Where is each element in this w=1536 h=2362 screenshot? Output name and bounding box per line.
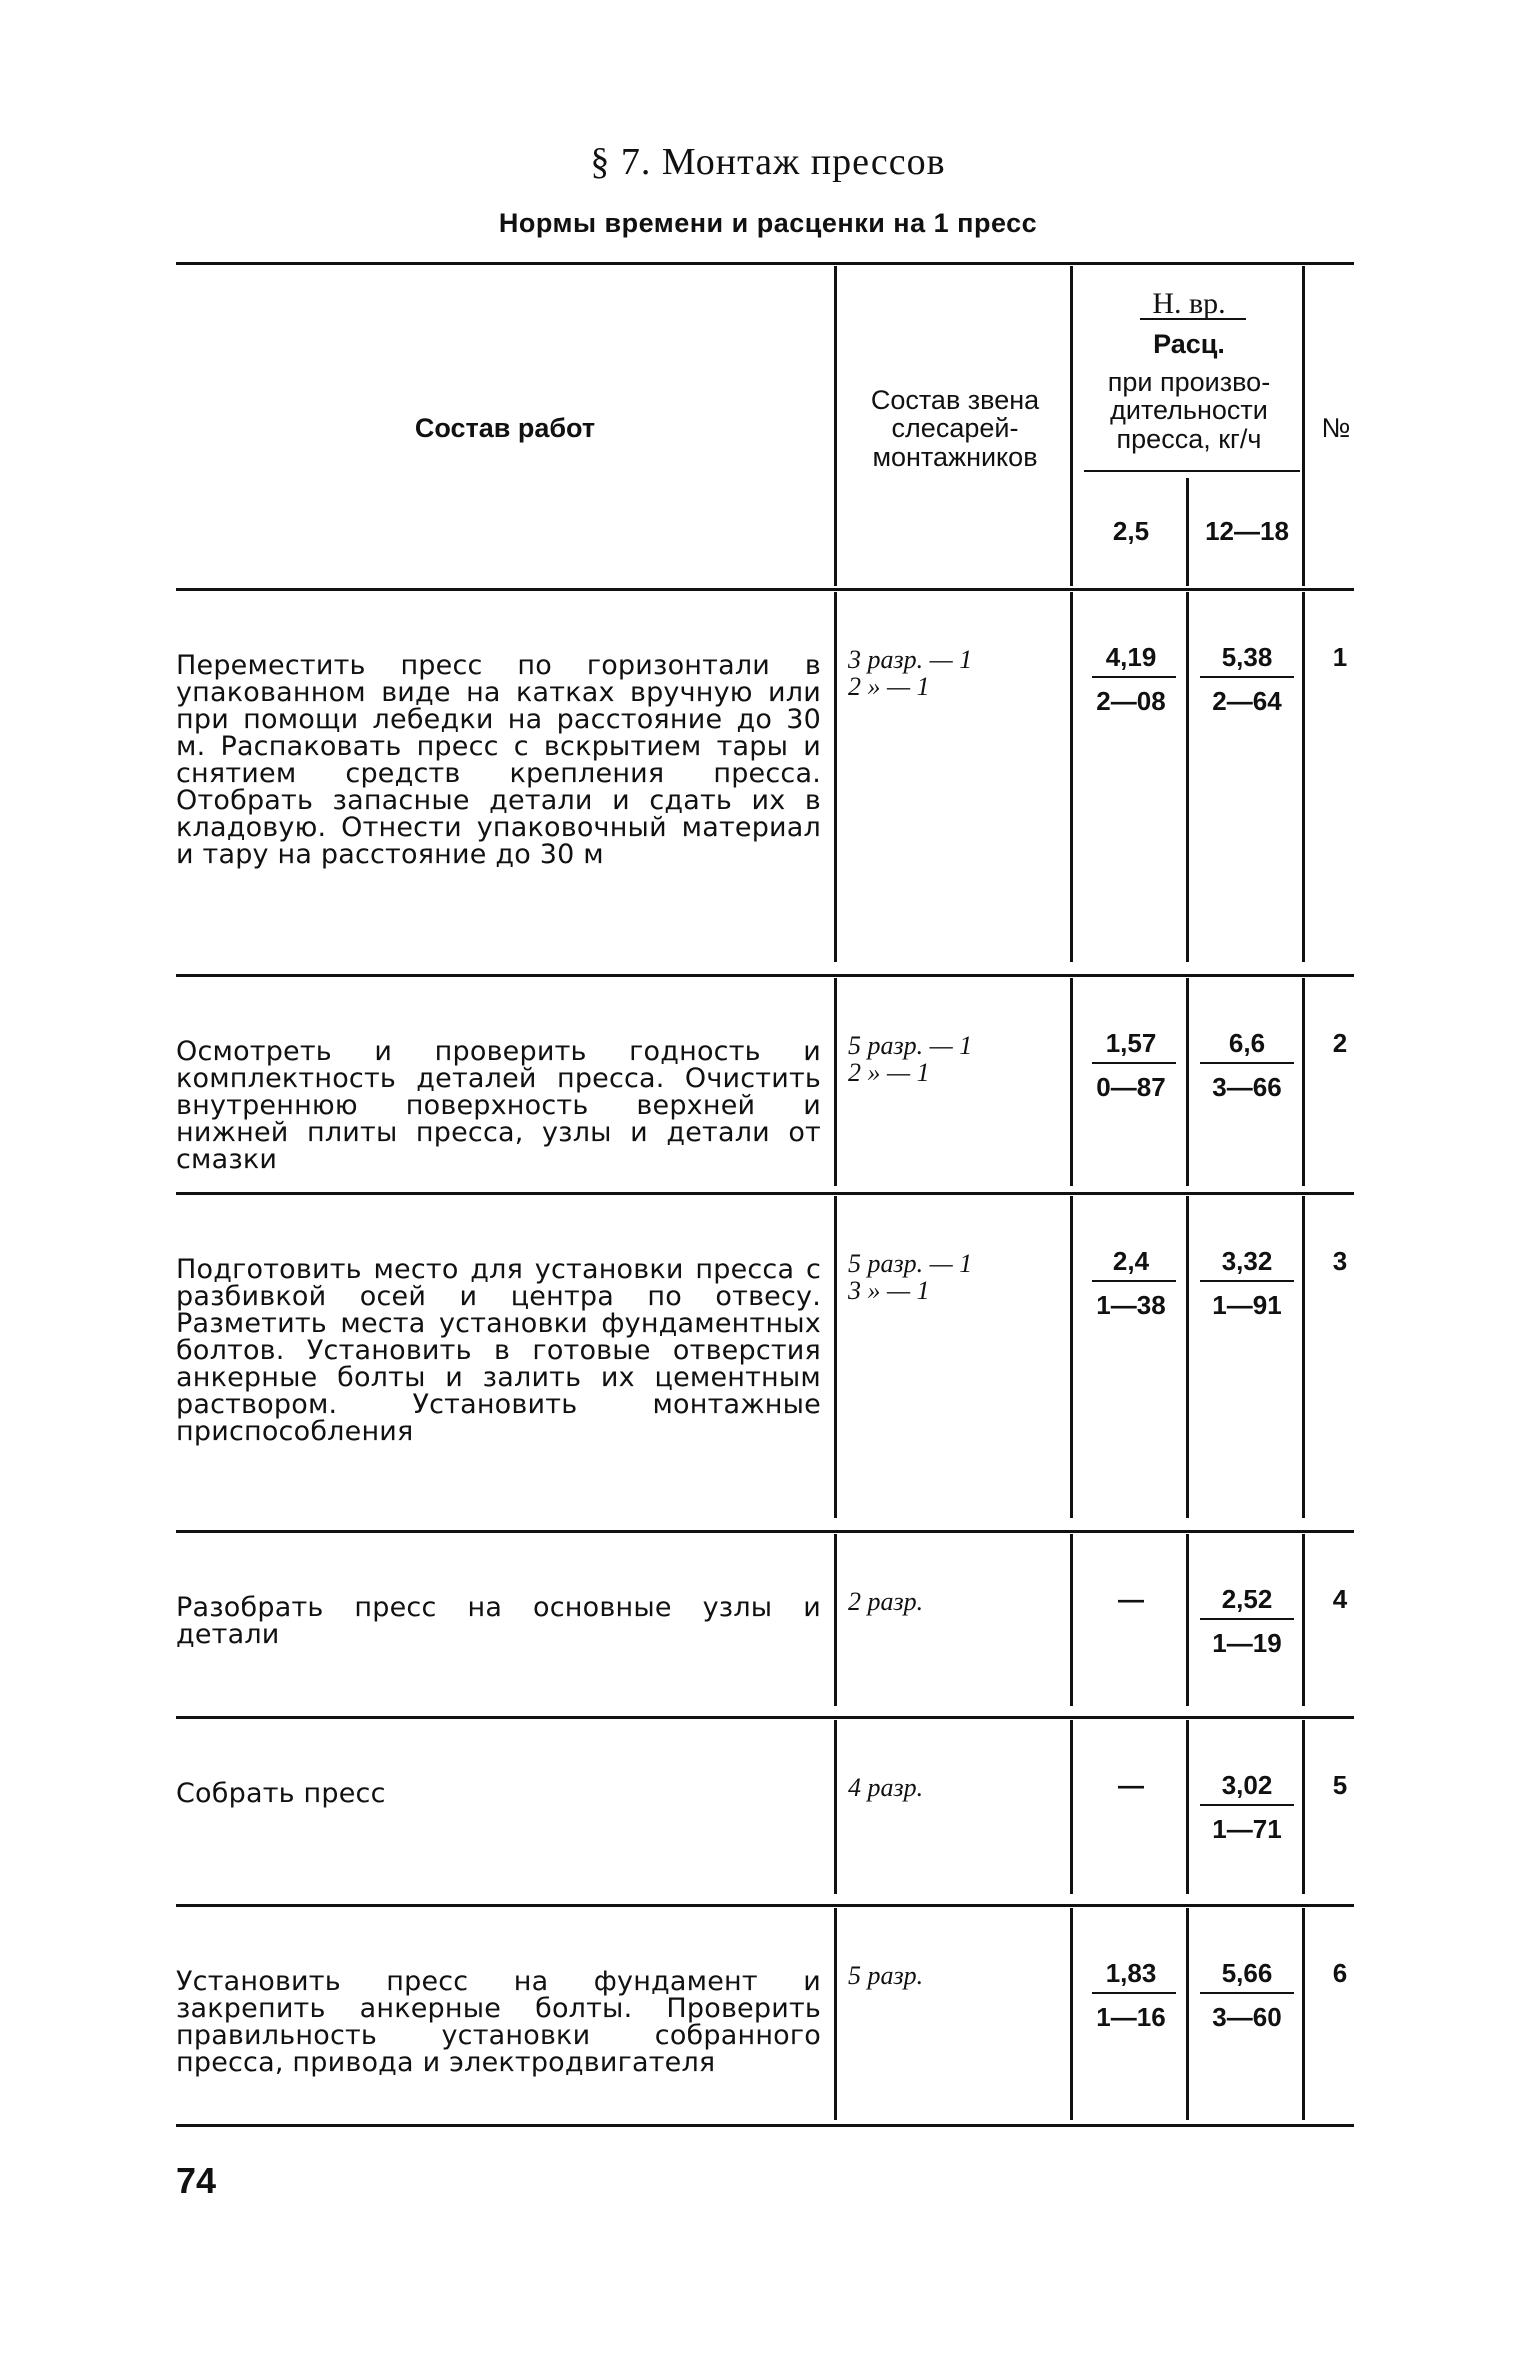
row-divider-no — [1302, 1534, 1305, 1706]
row-divider-work — [834, 1720, 837, 1894]
row-number: 5 — [1332, 1770, 1348, 1800]
header-crew-line3: монтажников — [872, 441, 1038, 472]
row-c2-norm: 2,52 — [1221, 1584, 1273, 1614]
row-c1-fraction-line — [1092, 676, 1176, 678]
row-number: 2 — [1332, 1028, 1348, 1058]
row-c1-norm: 1,57 — [1105, 1028, 1157, 1058]
row-divider-crew — [1070, 1196, 1073, 1518]
row-c1-fraction-line — [1092, 1992, 1176, 1994]
row-crew-line2: 2 » — 1 — [848, 672, 930, 701]
row-c1-norm: — — [1118, 1770, 1144, 1800]
header-crew-line1: Состав звена — [870, 385, 1040, 415]
row-c1-rate: 1—38 — [1096, 1290, 1166, 1320]
header-divider-prod — [1186, 478, 1189, 586]
row-c1-rate: 2—08 — [1096, 686, 1166, 716]
header-rate: Расц. — [1153, 329, 1225, 359]
row-crew-line2: 2 » — 1 — [848, 1058, 930, 1087]
row-c2-fraction-line — [1200, 1804, 1294, 1806]
row-crew-line1: 5 разр. — 1 — [848, 1031, 973, 1060]
row-divider-no — [1302, 978, 1305, 1186]
row-divider-prod — [1186, 1534, 1189, 1706]
row-separator — [176, 1716, 1354, 1719]
row-c2-norm: 3,02 — [1221, 1770, 1273, 1800]
row-c2-fraction-line — [1200, 676, 1294, 678]
row-divider-prod — [1186, 978, 1189, 1186]
row-divider-crew — [1070, 1908, 1073, 2120]
header-crew — [840, 386, 1070, 471]
row-c1-norm: 1,83 — [1105, 1958, 1157, 1988]
row-divider-crew — [1070, 1534, 1073, 1706]
header-productivity — [1076, 368, 1302, 453]
section-title: § 7. Монтаж прессов — [590, 141, 946, 183]
row-c2-rate: 3—60 — [1212, 2002, 1282, 2032]
row-divider-prod — [1186, 1196, 1189, 1518]
row-c2-fraction-line — [1200, 1618, 1294, 1620]
row-number: 3 — [1332, 1246, 1348, 1276]
row-divider-work — [834, 592, 837, 962]
header-crew-line2: слесарей- — [891, 413, 1019, 444]
row-separator — [176, 1530, 1354, 1533]
row-description: Разобрать пресс на основные узлы и детали — [176, 1592, 821, 1650]
row-c1-rate: 0—87 — [1096, 1072, 1166, 1102]
header-bottom-rule — [176, 588, 1354, 591]
row-divider-work — [834, 1908, 837, 2120]
row-c2-norm: 5,66 — [1221, 1958, 1273, 1988]
row-number: 1 — [1332, 642, 1348, 672]
row-c2-norm: 3,32 — [1221, 1246, 1273, 1276]
row-crew-line1: 4 разр. — [848, 1773, 924, 1802]
header-prod-line1: при произво- — [1107, 367, 1271, 397]
header-prod-line3: пресса, кг/ч — [1116, 423, 1262, 454]
header-divider-work — [834, 266, 837, 586]
row-divider-crew — [1070, 592, 1073, 962]
row-c1-norm: — — [1118, 1584, 1144, 1614]
table-top-rule — [176, 262, 1354, 265]
header-norm-rule — [1084, 470, 1300, 472]
header-capacity-2: 12—18 — [1205, 516, 1289, 546]
row-number: 6 — [1332, 1958, 1348, 1988]
row-c2-rate: 1—91 — [1212, 1290, 1282, 1320]
row-divider-prod — [1186, 1720, 1189, 1894]
row-description: Осмотреть и проверить годность и комплектность деталей пресса. Очистить внутреннюю поверхность верхней и нижней плиты пресса, узлы и детали от смазки — [176, 1036, 821, 1175]
header-work: Состав работ — [414, 413, 596, 443]
row-divider-prod — [1186, 592, 1189, 962]
row-c2-fraction-line — [1200, 1062, 1294, 1064]
page-number: 74 — [176, 2160, 217, 2201]
row-divider-no — [1302, 592, 1305, 962]
row-crew-line1: 5 разр. — 1 — [848, 1249, 973, 1278]
row-divider-crew — [1070, 978, 1073, 1186]
row-c2-rate: 3—66 — [1212, 1072, 1282, 1102]
row-description: Подготовить место для установки пресса с разбивкой осей и центра по отвесу. Разметить места установки фундаментных болтов. Установить в готовые отверстия анкерные болты и залить их цементным раствором. Установить монтажные приспособления — [176, 1254, 821, 1447]
row-divider-crew — [1070, 1720, 1073, 1894]
row-c1-norm: 2,4 — [1112, 1246, 1150, 1276]
row-divider-prod — [1186, 1908, 1189, 2120]
table-subtitle: Нормы времени и расценки на 1 пресс — [498, 208, 1038, 238]
row-separator — [176, 1192, 1354, 1195]
header-norm: Н. вр. — [1152, 287, 1226, 320]
row-c2-norm: 6,6 — [1228, 1028, 1266, 1058]
row-divider-work — [834, 1196, 837, 1518]
row-number: 4 — [1332, 1584, 1348, 1614]
row-crew-line1: 2 разр. — [848, 1587, 924, 1616]
row-separator — [176, 974, 1354, 977]
row-c2-fraction-line — [1200, 1992, 1294, 1994]
row-c1-rate: 1—16 — [1096, 2002, 1166, 2032]
row-c2-rate: 2—64 — [1212, 686, 1282, 716]
header-prod-line2: дительности — [1110, 395, 1268, 426]
row-c2-rate: 1—19 — [1212, 1628, 1282, 1658]
row-description: Переместить пресс по горизонтали в упакованном виде на катках вручную или при помощи лебедки на расстояние до 30 м. Распаковать пресс с вскрытием тары и снятием средств крепления пресса. Отобрать запасные детали и сдать их в кладовую. Отнести упаковочный материал и тару на расстояние до 30 м — [176, 650, 821, 870]
row-divider-work — [834, 1534, 837, 1706]
row-separator — [176, 1904, 1354, 1907]
row-c1-fraction-line — [1092, 1280, 1176, 1282]
header-capacity-1: 2,5 — [1112, 516, 1150, 546]
row-c1-norm: 4,19 — [1105, 642, 1157, 672]
row-crew-line1: 5 разр. — [848, 1961, 924, 1990]
row-crew-line1: 3 разр. — 1 — [848, 645, 973, 674]
row-divider-no — [1302, 1720, 1305, 1894]
header-divider-crew — [1070, 266, 1073, 586]
row-description: Установить пресс на фундамент и закрепить анкерные болты. Проверить правильность установки собранного пресса, привода и электродвигателя — [176, 1966, 821, 2078]
header-number: № — [1321, 413, 1351, 443]
row-divider-no — [1302, 1196, 1305, 1518]
row-c2-fraction-line — [1200, 1280, 1294, 1282]
row-c1-fraction-line — [1092, 1062, 1176, 1064]
header-divider-no — [1302, 266, 1305, 586]
row-divider-no — [1302, 1908, 1305, 2120]
row-crew-line2: 3 » — 1 — [848, 1276, 930, 1305]
row-divider-work — [834, 978, 837, 1186]
row-description: Собрать пресс — [176, 1778, 386, 1809]
table-bottom-rule — [176, 2124, 1354, 2127]
row-c2-rate: 1—71 — [1212, 1814, 1282, 1844]
row-c2-norm: 5,38 — [1221, 642, 1273, 672]
